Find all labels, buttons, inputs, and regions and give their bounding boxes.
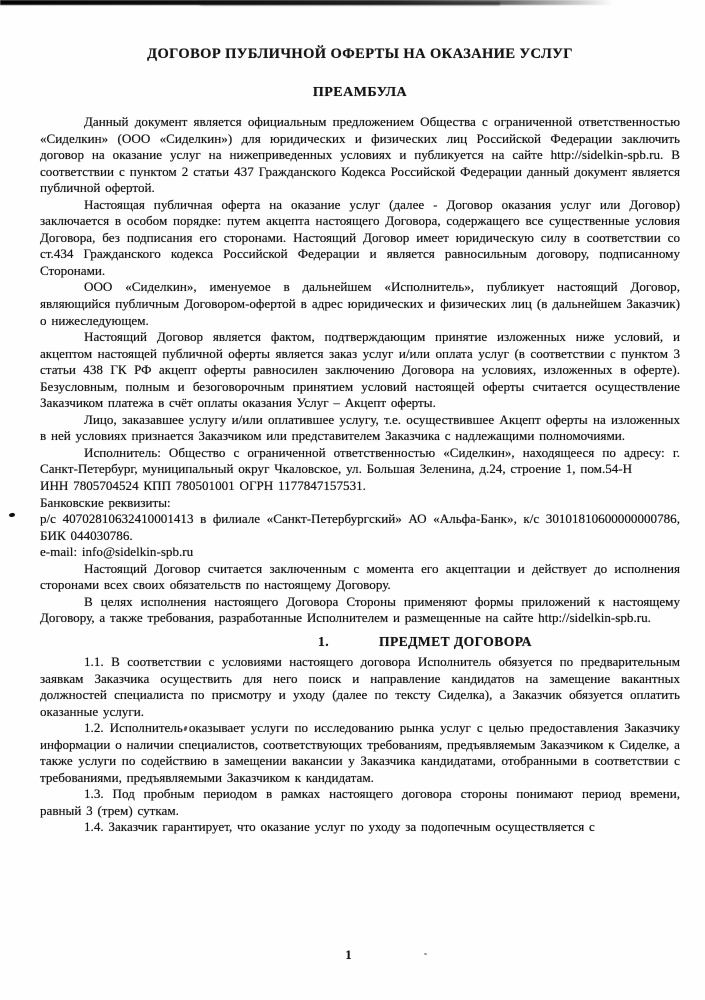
paragraph: В целях исполнения настоящего Договора Стороны применяют формы приложений к настоящему Договору, а также требования, разработанные Исполнителем и размещенные на сайте http://sidelkin-spb.ru. [40, 593, 680, 626]
section-1-paragraphs [40, 654, 680, 836]
paragraph: 1.2. Исполнитель оказывает услуги по исследованию рынка услуг с целью предоставления Заказчику информации о наличии специалистов, соответствующих требованиям, предъявляемым Заказчиком к Сиделке, а также услуги по содействию в замещении вакансии у Заказчика кандидатами, отобранными в соответствии с требованиями, предъявляемыми Заказчиком к кандидатам. [40, 720, 680, 785]
section-1-title: ПРЕДМЕТ ДОГОВОРА [379, 633, 532, 649]
paragraph: Настоящий Договор считается заключенным с момента его акцептации и действует до исполнения сторонами всех своих обязательств по настоящему Договору. [40, 560, 680, 593]
page-number: 1 [345, 948, 352, 962]
paragraph: 1.3. Под пробным периодом в рамках настоящего договора стороны понимают период времени, равный 3 (трем) суткам. [40, 786, 680, 818]
paragraph: Лицо, заказавшее услугу и/или оплатившее услугу, т.е. осуществившее Акцепт оферты на изложенных в ней условиях признается Заказчиком или представителем Заказчика с надлежащими полномочиями. [40, 411, 680, 444]
paragraph: 1.1. В соответствии с условиями настоящего договора Исполнитель обязуется по предварительным заявкам Заказчика осуществить для него поиск и направление кандидатов на замещение вакантных должностей специалиста по присмотру и уходу (далее по тексту Сиделка), а Заказчик обязуется оплатить оказанные услуги. [40, 653, 680, 719]
paragraph: 1.4. Заказчик гарантирует, что оказание услуг по уходу за подопечным осуществляется с [84, 819, 595, 835]
paragraph: Данный документ является официальным предложением Общества с ограниченной ответственностью «Сиделкин» (ООО «Сиделкин») для юридических и физических лиц Российской Федерации заключить договор на оказание услуг на нижеприведенных условиях и публикуется на сайте http://sidelkin-spb.ru. В соответствии с пунктом 2 статьи 437 Гражданского Кодекса Российской Федерации данный документ является публичной офертой. [40, 114, 680, 196]
paragraph: e-mail: info@sidelkin-spb.ru [40, 544, 194, 560]
paragraph: Банковские реквизиты: [40, 494, 171, 510]
paragraph: р/с 40702810632410001413 в филиале «Санкт-Петербургский» АО «Альфа-Банк», к/с 30101810600000000786, БИК 044030786. [40, 511, 680, 543]
preamble-paragraphs [40, 114, 680, 627]
paragraph: Исполнитель: Общество с ограниченной ответственностью «Сиделкин», находящееся по адресу: г. Санкт-Петербург, муниципальный округ Чкаловское, ул. Большая Зеленина, д.24, строение 1, пом.54-Н [40, 444, 680, 477]
paragraph: ИНН 7805704524 КПП 780501001 ОГРН 1177847157531. [40, 478, 366, 494]
paragraph: ООО «Сиделкин», именуемое в дальнейшем «Исполнитель», публикует настоящий Договор, являющийся публичным Договором-офертой в адрес юридических и физических лиц (в дальнейшем Заказчик) о нижеследующем. [40, 279, 680, 328]
section-1-heading [40, 634, 680, 650]
section-1-number: 1. [318, 633, 329, 649]
document-title: ДОГОВОР ПУБЛИЧНОЙ ОФЕРТЫ НА ОКАЗАНИЕ УСЛУГ [147, 46, 573, 62]
preamble-heading: ПРЕАМБУЛА [312, 85, 408, 100]
paragraph: Настоящая публичная оферта на оказание услуг (далее - Договор оказания услуг или Договор) заключается в особом порядке: путем акцепта настоящего Договора, содержащего все существенные условия Договора, без подписания его сторонами. Настоящий Договор имеет юридическую силу в соответствии со ст.434 Гражданского кодекса Российской Федерации и является равносильным договору, подписанному Сторонами. [40, 196, 680, 278]
paragraph: Настоящий Договор является фактом, подтверждающим принятие изложенных ниже условий, и акцептом настоящей публичной оферты является заказ услуг и/или оплата услуг (в соответствии с пунктом 3 статьи 438 ГК РФ акцепт оферты равносилен заключению Договора на условиях, изложенных в оферте). Безусловным, полным и безоговорочным принятием условий настоящей оферты считается осуществление Заказчиком платежа в счёт оплаты оказания Услуг – Акцепт оферты. [40, 329, 680, 411]
